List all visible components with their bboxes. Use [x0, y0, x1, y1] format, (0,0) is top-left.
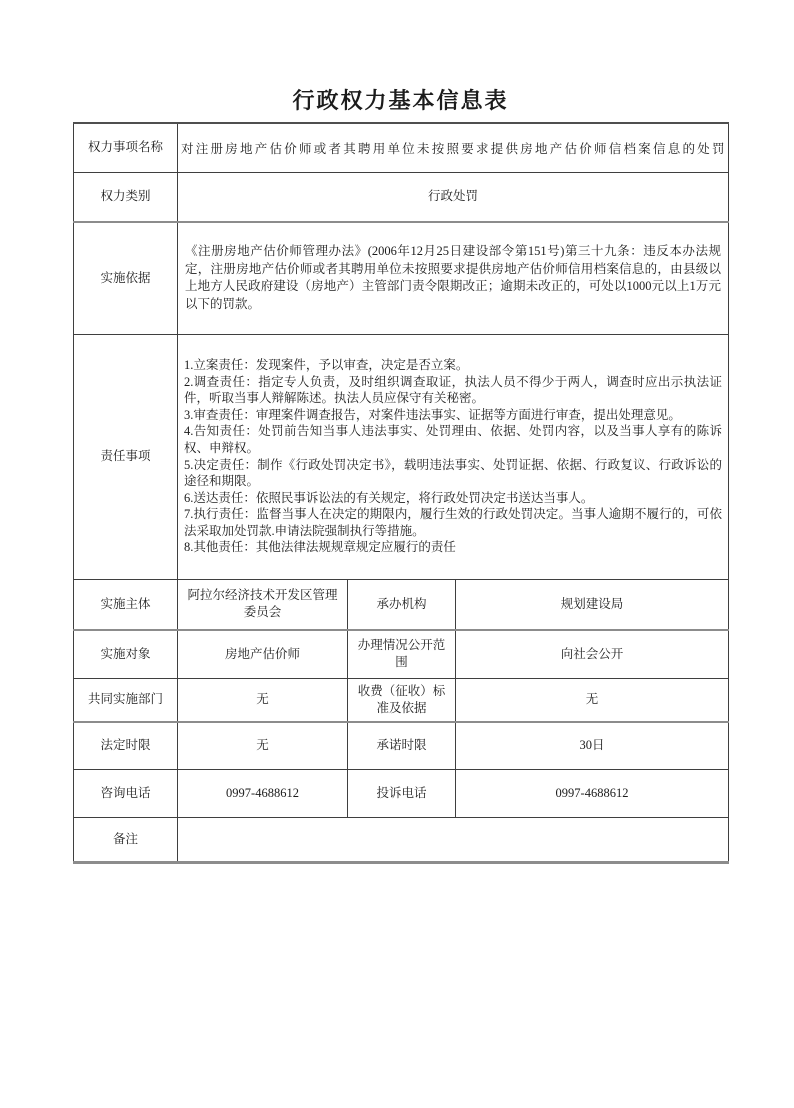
label-disclosure-scope: 办理情况公开范围 — [348, 630, 456, 678]
label-promised-time-limit: 承诺时限 — [348, 722, 456, 769]
duty-item-filing: 1.立案责任：发现案件，予以审查，决定是否立案。 — [184, 357, 469, 372]
table-row-power-category — [74, 172, 729, 222]
duty-item-other: 8.其他责任：其他法律法规规章规定应履行的责任 — [184, 540, 456, 555]
page-title: 行政权力基本信息表 — [292, 88, 509, 113]
label-responsibility-items: 责任事项 — [74, 334, 178, 579]
label-joint-departments: 共同实施部门 — [74, 678, 178, 722]
value-undertaking-agency: 规划建设局 — [456, 579, 729, 630]
label-power-category: 权力类别 — [74, 172, 178, 222]
label-implementation-target: 实施对象 — [74, 630, 178, 678]
table-row-power-item-name — [74, 123, 729, 172]
label-implementing-body: 实施主体 — [74, 579, 178, 630]
value-promised-time-limit: 30日 — [456, 722, 729, 769]
label-remarks: 备注 — [74, 817, 178, 862]
value-complaint-phone: 0997-4688612 — [456, 769, 729, 817]
duty-item-decision: 5.决定责任：制作《行政处罚决定书》，载明违法事实、处罚证据、依据、行政复议、行政诉讼的途径和期限。 — [184, 457, 722, 489]
table-row-joint-departments — [74, 678, 729, 722]
value-implementation-target: 房地产估价师 — [178, 630, 348, 678]
value-power-category: 行政处罚 — [178, 172, 729, 222]
duty-item-notification: 4.告知责任：处罚前告知当事人违法事实、处罚理由、依据、处罚内容，以及当事人享有的陈诉权、申辩权。 — [184, 424, 722, 455]
value-consultation-phone: 0997-4688612 — [178, 769, 348, 817]
label-power-item-name: 权力事项名称 — [74, 123, 178, 172]
value-implementing-body: 阿拉尔经济技术开发区管理委员会 — [178, 579, 348, 630]
label-consultation-phone: 咨询电话 — [74, 769, 178, 817]
table-row-implementing-body — [74, 579, 729, 630]
table-row-time-limits — [74, 722, 729, 769]
label-undertaking-agency: 承办机构 — [348, 579, 456, 630]
value-implementation-basis: 《注册房地产估价师管理办法》(2006年12月25日建设部令第151号)第三十九条：违反本办法规定，注册房地产估价师或者其聘用单位未按照要求提供房地产估价师信用档案信息的，由县级以上地方人民政府建设（房地产）主管部门责令限期改正；逾期未改正的，可处以1000元以上1万元以下的罚款。 — [178, 222, 729, 334]
table-row-responsibility-items — [74, 334, 729, 579]
value-disclosure-scope: 向社会公开 — [456, 630, 729, 678]
table-row-remarks — [74, 817, 729, 862]
table-row-implementation-basis — [74, 222, 729, 334]
label-implementation-basis: 实施依据 — [74, 222, 178, 334]
duty-item-review: 3.审查责任：审理案件调查报告，对案件违法事实、证据等方面进行审查，提出处理意见。 — [184, 407, 681, 422]
label-statutory-time-limit: 法定时限 — [74, 722, 178, 769]
duty-item-enforcement: 7.执行责任：监督当事人在决定的期限内，履行生效的行政处罚决定。当事人逾期不履行的，可依法采取加处罚款.申请法院强制执行等措施。 — [184, 507, 722, 538]
label-complaint-phone: 投诉电话 — [348, 769, 456, 817]
table-row-phones — [74, 769, 729, 817]
duty-item-investigation: 2.调查责任：指定专人负责，及时组织调查取证，执法人员不得少于两人，调查时应出示执法证件，听取当事人辩解陈述。执法人员应保守有关秘密。 — [184, 374, 722, 406]
table-row-implementation-target — [74, 630, 729, 678]
label-fee-standard: 收费（征收）标准及依据 — [348, 678, 456, 722]
value-joint-departments: 无 — [178, 678, 348, 722]
info-table — [73, 122, 729, 864]
value-power-item-name: 对注册房地产估价师或者其聘用单位未按照要求提供房地产估价师信档案信息的处罚 — [178, 123, 729, 172]
duty-item-delivery: 6.送达责任：依照民事诉讼法的有关规定，将行政处罚决定书送达当事人。 — [184, 490, 594, 505]
value-remarks — [178, 817, 729, 862]
value-fee-standard: 无 — [456, 678, 729, 722]
value-statutory-time-limit: 无 — [178, 722, 348, 769]
value-responsibility-items — [178, 334, 729, 579]
